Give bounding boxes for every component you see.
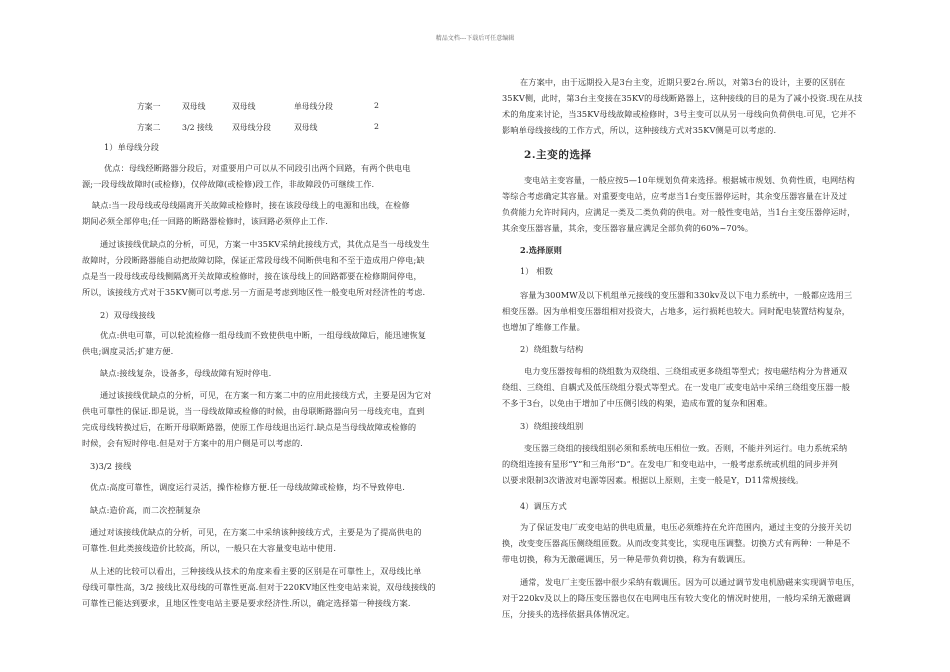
paragraph-line: 换，改变变压器高压侧绕组匝数。从而改变其变比，实现电压调整。切换方式有两种：一种是不 (502, 538, 851, 548)
paragraph-line: 通过该接线优缺点的分析，可见，方案一中35KV采纳此接线方式，其优点是当一母线发生 (100, 239, 430, 249)
paragraph-line: 电力变压器按每相的绕组数为双绕组、三绕组或更多绕组等型式；按电磁结构分为普通双 (524, 366, 848, 376)
paragraph-line: 容量为300MW及以下机组单元接线的变压器和330kv及以下电力系统中，一般都应选用三 (520, 290, 853, 300)
paragraph-line: 相变压器。因为单相变压器组相对投资大，占地多，运行损耗也较大。同时配电装置结构复杂， (502, 306, 851, 316)
paragraph-line: 35KV侧，此时，第3台主变接在35KV的母线断路器上，这种接线的目的是为了减小投资.现在从技 (502, 93, 863, 103)
paragraph-line: 优点：母线经断路器分段后，对重要用户可以从不同段引出两个回路，有两个供电电 (104, 163, 411, 173)
paragraph-line: 缺点:当一段母线或母线隔离开关故障或检修时，接在该段母线上的电源和出线，在检修 (92, 200, 410, 210)
paragraph-line: 影响单母线接线的工作方式，所以，这种接线方式对35KV侧是可以考虑的. (502, 125, 777, 135)
paragraph-line: 为了保证发电厂或变电站的供电质量，电压必须维持在允许范围内，通过主变的分接开关切 (520, 522, 852, 532)
paragraph-line: 完成母线转换过后，在断开母联断路器，使原工作母线退出运行.缺点是当母线故障或检修的 (82, 422, 417, 432)
paragraph-line: 以要求限制3次谐波对电源等因素。根据以上原则，主变一般是Y，D11常规接线。 (502, 475, 804, 485)
paragraph-line: 负荷能力允许时间内，应满足一类及二类负荷的供电。对一般性变电站，当1台主变压器停运时， (502, 207, 856, 217)
table-cell: 方案二 (137, 123, 161, 132)
paragraph-line: 期间必须全部停电;任一回路的断路器检修时，该回路必须停止工作. (82, 216, 328, 226)
paragraph-line: 带电切换，称为无激磁调压，另一种是带负荷切换，称为有载调压。 (502, 554, 751, 564)
paragraph-line: 优点:供电可靠，可以轮流检修一组母线而不致使供电中断，一组母线故障后，能迅速恢复 (100, 330, 427, 340)
paragraph-line: 供电;调度灵活;扩建方便. (82, 346, 174, 356)
paragraph-line: 通过该接线优缺点的分析，可见，在方案一和方案二中的应用此接线方式，主要是因为它对 (100, 390, 432, 400)
paragraph-line: 绕组、三绕组、自耦式及低压绕组分裂式等型式。在一发电厂或变电站中采纳三绕组变压器一般 (502, 382, 851, 392)
paragraph-line: 母线可靠性高，3/2 接线比双母线的可靠性更高.但对于220KV地区性变电站来说，双母线接线的 (82, 582, 436, 592)
table-cell: 方案一 (137, 102, 161, 111)
paragraph-line: 其余变压器容量，其余，变压器容量应满足全部负荷的60%~70%。 (502, 223, 754, 233)
table-cell: 3/2 接线 (182, 123, 213, 132)
paragraph-line: 可靠性已能达到要求，且地区性变电站主要是要求经济性.所以，确定选择第一种接线方案. (82, 598, 411, 608)
paragraph-line: 不多于3台，以免由于增加了中压侧引线的构架，造成布置的复杂和困难。 (502, 398, 773, 408)
paragraph-line: 变压器三绕组的接线组别必须和系统电压相位一致。否则，不能并列运行。电力系统采纳 (524, 443, 848, 453)
paragraph-line: 变电站主变容量，一般应按5—10年规划负荷来选择。根据城市规划、负荷性质，电网结构 (524, 175, 855, 185)
paragraph-line: 术的角度来讨论，当35KV母线故障或检修时，3号主变可以从另一母线向负荷供电.可见，它并不 (502, 109, 857, 119)
paragraph-line: 时候，会有短时停电.但是对于方案中的用户侧是可以考虑的. (82, 438, 303, 448)
paragraph-line: 故障时，分段断路器能自动把故障切除，保证正常段母线不间断供电和不至于造成用户停电;缺 (82, 255, 425, 265)
paragraph-line: 源;一段母线故障时(或检修)，仅停故障(或检修)段工作，非故障段仍可继续工作. (82, 179, 375, 189)
section-heading: 2）绕组数与结构 (520, 344, 584, 354)
paragraph-line: 在方案中，由于远期投入是3台主变，近期只要2台.所以，对第3台的设计，主要的区别在 (520, 77, 846, 87)
paragraph-line: 供电可靠性的保证.即是说，当一母线故障或检修的时候，由母联断路器向另一母线充电，直到 (82, 406, 425, 416)
paragraph-line: 也增加了维修工作量。 (502, 322, 585, 332)
table-cell: 双母线分段 (232, 123, 271, 132)
paragraph-line: 可靠性.但此类接线造价比较高，所以，一般只在大容量变电站中使用. (82, 543, 337, 553)
paragraph-line: 优点:高度可靠性，调度运行灵活，操作检修方便.任一母线故障或检修，均不导致停电. (90, 482, 405, 492)
table-cell: 双母线 (294, 123, 318, 132)
section-title: 2.主变的选择 (524, 149, 592, 161)
section-heading: 1）单母线分段 (104, 142, 160, 152)
paragraph-line: 点是当一段母线或母线侧隔离开关故障或检修时，接在该母线上的回路都要在检修期间停电， (82, 271, 422, 281)
table-cell: 2 (374, 122, 379, 131)
paragraph-line: 缺点:造价高，而二次控制复杂 (90, 505, 201, 515)
paragraph-line: 等综合考虑确定其容量。对重要变电站，应考虑当1台变压器停运时，其余变压器容量在计及过 (502, 191, 848, 201)
paragraph-line: 压，分接头的选择依据具体情况定。 (502, 609, 635, 619)
page-header: 精品文档---下载后可任意编辑 (435, 35, 515, 42)
table-cell: 2 (374, 101, 379, 110)
paragraph-line: 从上述的比较可以看出，三种接线从技术的角度来看主要的区别是在可靠性上，双母线比单 (90, 566, 422, 576)
paragraph-line: 通常，发电厂主变压器中很少采纳有载调压。因为可以通过调节发电机励磁来实现调节电压， (520, 577, 860, 587)
table-cell: 双母线 (232, 102, 256, 111)
paragraph-line: 对于220kv及以上的降压变压器也仅在电网电压有较大变化的情况时使用，一般均采纳无激磁调 (502, 593, 851, 603)
paragraph-line: 缺点:接线复杂，设备多，母线故障有短时停电. (100, 368, 272, 378)
section-heading: 2）双母线接线 (100, 310, 156, 320)
section-heading: 1） 相数 (520, 266, 553, 276)
paragraph-line: 的绕组连接有星形“Y”和三角形“D”。在发电厂和变电站中，一般考虑系统或机组的同步并列 (502, 459, 838, 469)
table-cell: 双母线 (182, 102, 206, 111)
paragraph-line: 所以，该接线方式对于35KV侧可以考虑.另一方面是考虑到地区性一般变电所对经济性的考虑. (82, 287, 426, 297)
section-heading: 4）调压方式 (520, 501, 567, 511)
section-heading: 3）绕组接线组别 (520, 421, 584, 431)
table-cell: 单母线分段 (294, 102, 333, 111)
section-heading: 3)3/2 接线 (90, 461, 132, 471)
section-heading: 2.选择原则 (520, 245, 562, 255)
paragraph-line: 通过对该接线优缺点的分析，可见，在方案二中采纳该种接线方式，主要是为了提高供电的 (90, 527, 422, 537)
